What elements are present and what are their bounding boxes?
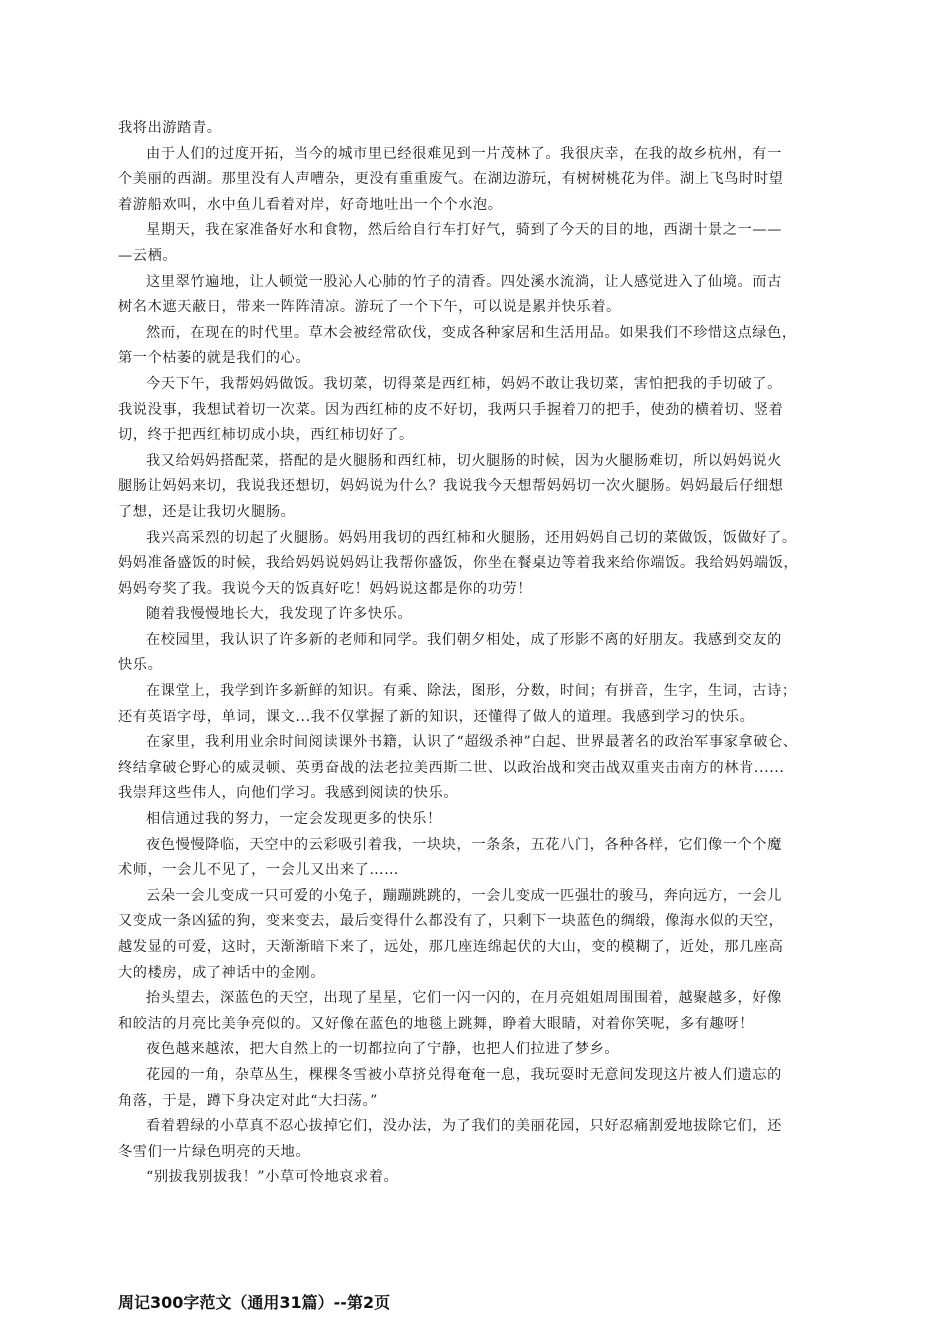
text-line: 妈妈准备盛饭的时候，我给妈妈说妈妈让我帮你盛饭，你坐在餐桌边等着我来给你端饭。我给妈妈端饭， bbox=[118, 555, 799, 572]
text-line: 和皎洁的月亮比美争亮似的。又好像在蓝色的地毯上跳舞，睁着大眼睛，对着你笑呢，多有趣呀！ bbox=[118, 1015, 754, 1032]
text-line: “别拔我别拔我！”小草可怜地哀求着。 bbox=[146, 1169, 399, 1186]
text-line: 个美丽的西湖。那里没有人声嘈杂，更没有重重废气。在湖边游玩，有树树桃花为伴。湖上飞鸟时时望 bbox=[118, 171, 784, 188]
text-line: 妈妈夸奖了我。我说今天的饭真好吃！妈妈说这都是你的功劳！ bbox=[118, 580, 533, 597]
text-line: 抬头望去，深蓝色的天空，出现了星星，它们一闪一闪的，在月亮姐姐周围围着，越聚越多，好像 bbox=[146, 990, 782, 1007]
text-line: 夜色慢慢降临，天空中的云彩吸引着我，一块块，一条条，五花八门，各种各样，它们像一个个魔 bbox=[146, 836, 782, 853]
text-line: 我将出游踏青。 bbox=[118, 120, 222, 136]
text-line: 我说没事，我想试着切一次菜。因为西红柿的皮不好切，我两只手握着刀的把手，使劲的横着切、竖着 bbox=[118, 401, 784, 418]
text-line: 术师，一会儿不见了，一会儿又出来了…… bbox=[118, 862, 399, 879]
text-line: 在课堂上，我学到许多新鲜的知识。有乘、除法，图形，分数，时间；有拼音，生字，生词，古诗； bbox=[146, 683, 797, 700]
text-line: 花园的一角，杂草丛生，棵棵冬雪被小草挤兑得奄奄一息，我玩耍时无意间发现这片被人们遗忘的 bbox=[146, 1066, 782, 1083]
text-line: 今天下午，我帮妈妈做饭。我切菜，切得菜是西红柿，妈妈不敢让我切菜，害怕把我的手切破了。 bbox=[146, 375, 782, 392]
text-line: 快乐。 bbox=[118, 657, 163, 674]
text-line: 我又给妈妈搭配菜，搭配的是火腿肠和西红柿，切火腿肠的时候，因为火腿肠难切，所以妈妈说火 bbox=[146, 452, 782, 469]
text-line: 在校园里，我认识了许多新的老师和同学。我们朝夕相处，成了形影不离的好朋友。我感到交友的 bbox=[146, 631, 782, 648]
text-line: 相信通过我的努力，一定会发现更多的快乐！ bbox=[146, 811, 442, 828]
text-line: 随着我慢慢地长大，我发现了许多快乐。 bbox=[146, 606, 413, 623]
text-line: 云朵一会儿变成一只可爱的小兔子，蹦蹦跳跳的，一会儿变成一匹强壮的骏马，奔向远方，一会儿 bbox=[146, 887, 782, 904]
text-line: 夜色越来越浓，把大自然上的一切都拉向了宁静，也把人们拉进了梦乡。 bbox=[146, 1041, 620, 1058]
text-line: 看着碧绿的小草真不忍心拔掉它们，没办法，为了我们的美丽花园，只好忍痛割爱地拔除它们，还 bbox=[146, 1118, 782, 1135]
text-line: 腿肠让妈妈来切，我说我还想切，妈妈说为什么？我说我今天想帮妈妈切一次火腿肠。妈妈最后仔细想 bbox=[118, 478, 784, 495]
text-line: 这里翠竹遍地，让人顿觉一股沁人心肺的竹子的清香。四处溪水流淌，让人感觉进入了仙境。而古 bbox=[146, 273, 782, 290]
text-line: 树名木遮天蔽日，带来一阵阵清凉。游玩了一个下午，可以说是累并快乐着。 bbox=[118, 299, 621, 316]
text-line: 大的楼房，成了神话中的金刚。 bbox=[118, 964, 326, 981]
text-line: 在家里，我利用业余时间阅读课外书籍，认识了“超级杀神”白起、世界最著名的政治军事家拿破仑、 bbox=[146, 734, 798, 751]
text-line: 第一个枯萎的就是我们的心。 bbox=[118, 350, 311, 367]
text-line: —云栖。 bbox=[118, 247, 178, 264]
text-line: 由于人们的过度开拓，当今的城市里已经很难见到一片茂林了。我很庆幸，在我的故乡杭州，有一 bbox=[146, 145, 782, 162]
text-line: 了想，还是让我切火腿肠。 bbox=[118, 503, 296, 520]
body-text bbox=[118, 116, 850, 1191]
page-footer: 周记300字范文（通用31篇）--第2页 bbox=[118, 1293, 391, 1312]
text-line: 着游船欢叫，水中鱼儿看着对岸，好奇地吐出一个个水泡。 bbox=[118, 196, 503, 213]
text-line: 然而，在现在的时代里。草木会被经常砍伐，变成各种家居和生活用品。如果我们不珍惜这点绿色， bbox=[146, 324, 797, 341]
text-line: 我崇拜这些伟人，向他们学习。我感到阅读的快乐。 bbox=[118, 785, 459, 802]
text-line: 切，终于把西红柿切成小块，西红柿切好了。 bbox=[118, 427, 414, 444]
text-line: 还有英语字母，单词，课文...我不仅掌握了新的知识，还懂得了做人的道理。我感到学习的快乐。 bbox=[118, 708, 755, 725]
text-line: 角落，于是，蹲下身决定对此“大扫荡。” bbox=[118, 1092, 378, 1109]
text-line: 我兴高采烈的切起了火腿肠。妈妈用我切的西红柿和火腿肠，还用妈妈自己切的菜做饭，饭做好了。 bbox=[146, 529, 797, 546]
text-line: 星期天，我在家准备好水和食物，然后给自行车打好气，骑到了今天的目的地，西湖十景之一—— bbox=[146, 222, 782, 239]
text-line: 终结拿破仑野心的威灵顿、英勇奋战的法老拉美西斯二世、以政治战和突击战双重夹击南方的林肯...... bbox=[118, 759, 785, 776]
text-line: 越发显的可爱，这时，天渐渐暗下来了，远处，那几座连绵起伏的大山，变的模糊了，近处，那几座高 bbox=[118, 939, 784, 955]
text-line: 冬雪们一片绿色明亮的天地。 bbox=[118, 1143, 311, 1160]
text-line: 又变成一条凶猛的狗，变来变去，最后变得什么都没有了，只剩下一块蓝色的绸缎，像海水似的天空， bbox=[118, 913, 784, 930]
